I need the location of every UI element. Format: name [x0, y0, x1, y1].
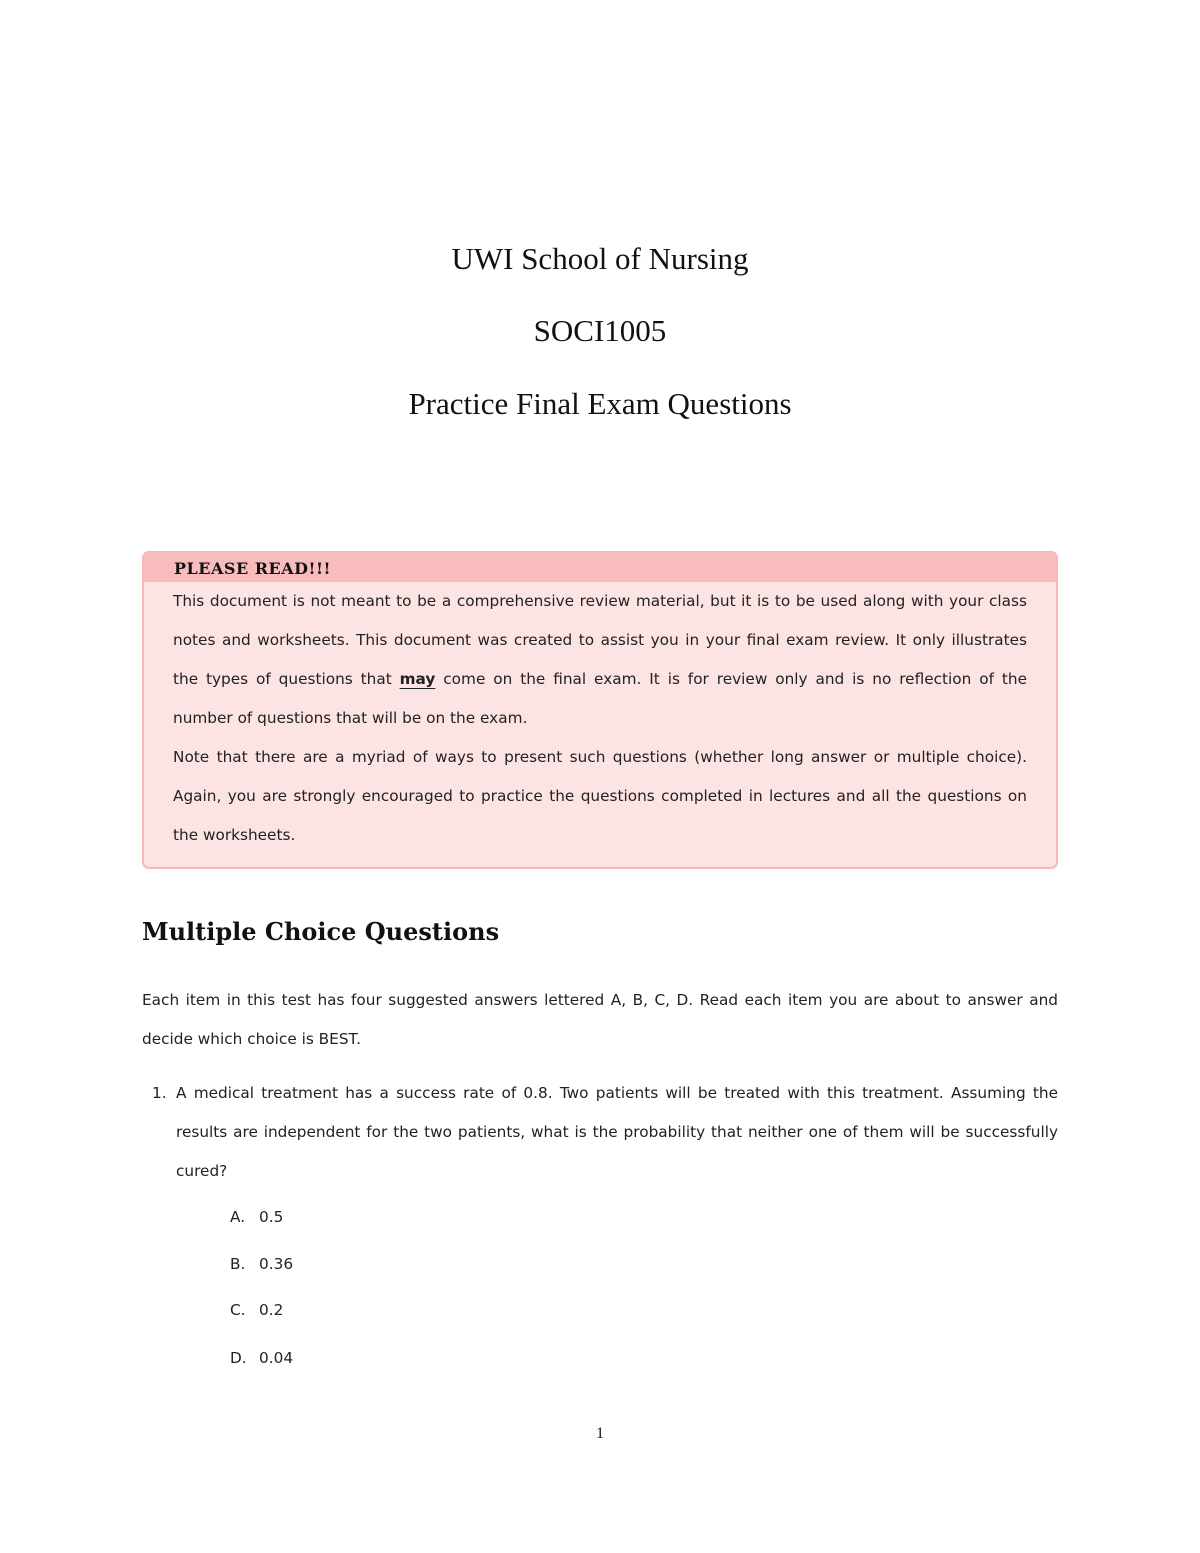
- notice-emphasis: may: [399, 670, 436, 688]
- option-value: 0.04: [259, 1349, 294, 1367]
- option-value: 0.5: [259, 1208, 284, 1226]
- section-heading: Multiple Choice Questions: [142, 917, 500, 946]
- option-value: 0.36: [259, 1255, 294, 1273]
- option-value: 0.2: [259, 1301, 284, 1319]
- notice-box: [142, 551, 1058, 869]
- question-item: [142, 1074, 1058, 1191]
- option-letter: C.: [230, 1301, 246, 1319]
- notice-header: PLEASE READ!!!: [144, 553, 1056, 582]
- page-number: 1: [596, 1425, 604, 1442]
- document-subtitle: Practice Final Exam Questions: [408, 386, 792, 421]
- answer-option-d: [230, 1349, 293, 1367]
- option-letter: D.: [230, 1349, 247, 1367]
- notice-body: [144, 582, 1056, 855]
- option-letter: A.: [230, 1208, 246, 1226]
- question-text: A medical treatment has a success rate of 0.8. Two patients will be treated with this treatment. Assuming the results are independent for the two patients, what is the probability that neither one of them will be successfully cured?: [176, 1084, 1058, 1180]
- notice-paragraph-1-end: come on the final exam. It is for review only and is no reflection of the number of questions that will be on the exam.: [173, 670, 1027, 727]
- question-number: 1.: [152, 1084, 167, 1102]
- option-letter: B.: [230, 1255, 246, 1273]
- section-intro: Each item in this test has four suggested answers lettered A, B, C, D. Read each item you are about to answer and decide which choice is BEST.: [142, 991, 1058, 1048]
- answer-option-c: [230, 1301, 283, 1319]
- document-title: UWI School of Nursing: [451, 241, 749, 276]
- notice-paragraph-1-start: This document is not meant to be a comprehensive review material, but it is to be used along with your class notes and worksheets. This document was created to assist you in your final exam review. It only illustrates the types of questions that: [173, 592, 1027, 688]
- answer-option-a: [230, 1208, 283, 1226]
- notice-paragraph-1: [173, 582, 1027, 738]
- notice-paragraph-2: Note that there are a myriad of ways to present such questions (whether long answer or multiple choice). Again, you are strongly encouraged to practice the questions completed in lectures and all the questions on the worksheets.: [173, 748, 1027, 844]
- answer-option-b: [230, 1255, 293, 1273]
- course-code: SOCI1005: [533, 313, 667, 348]
